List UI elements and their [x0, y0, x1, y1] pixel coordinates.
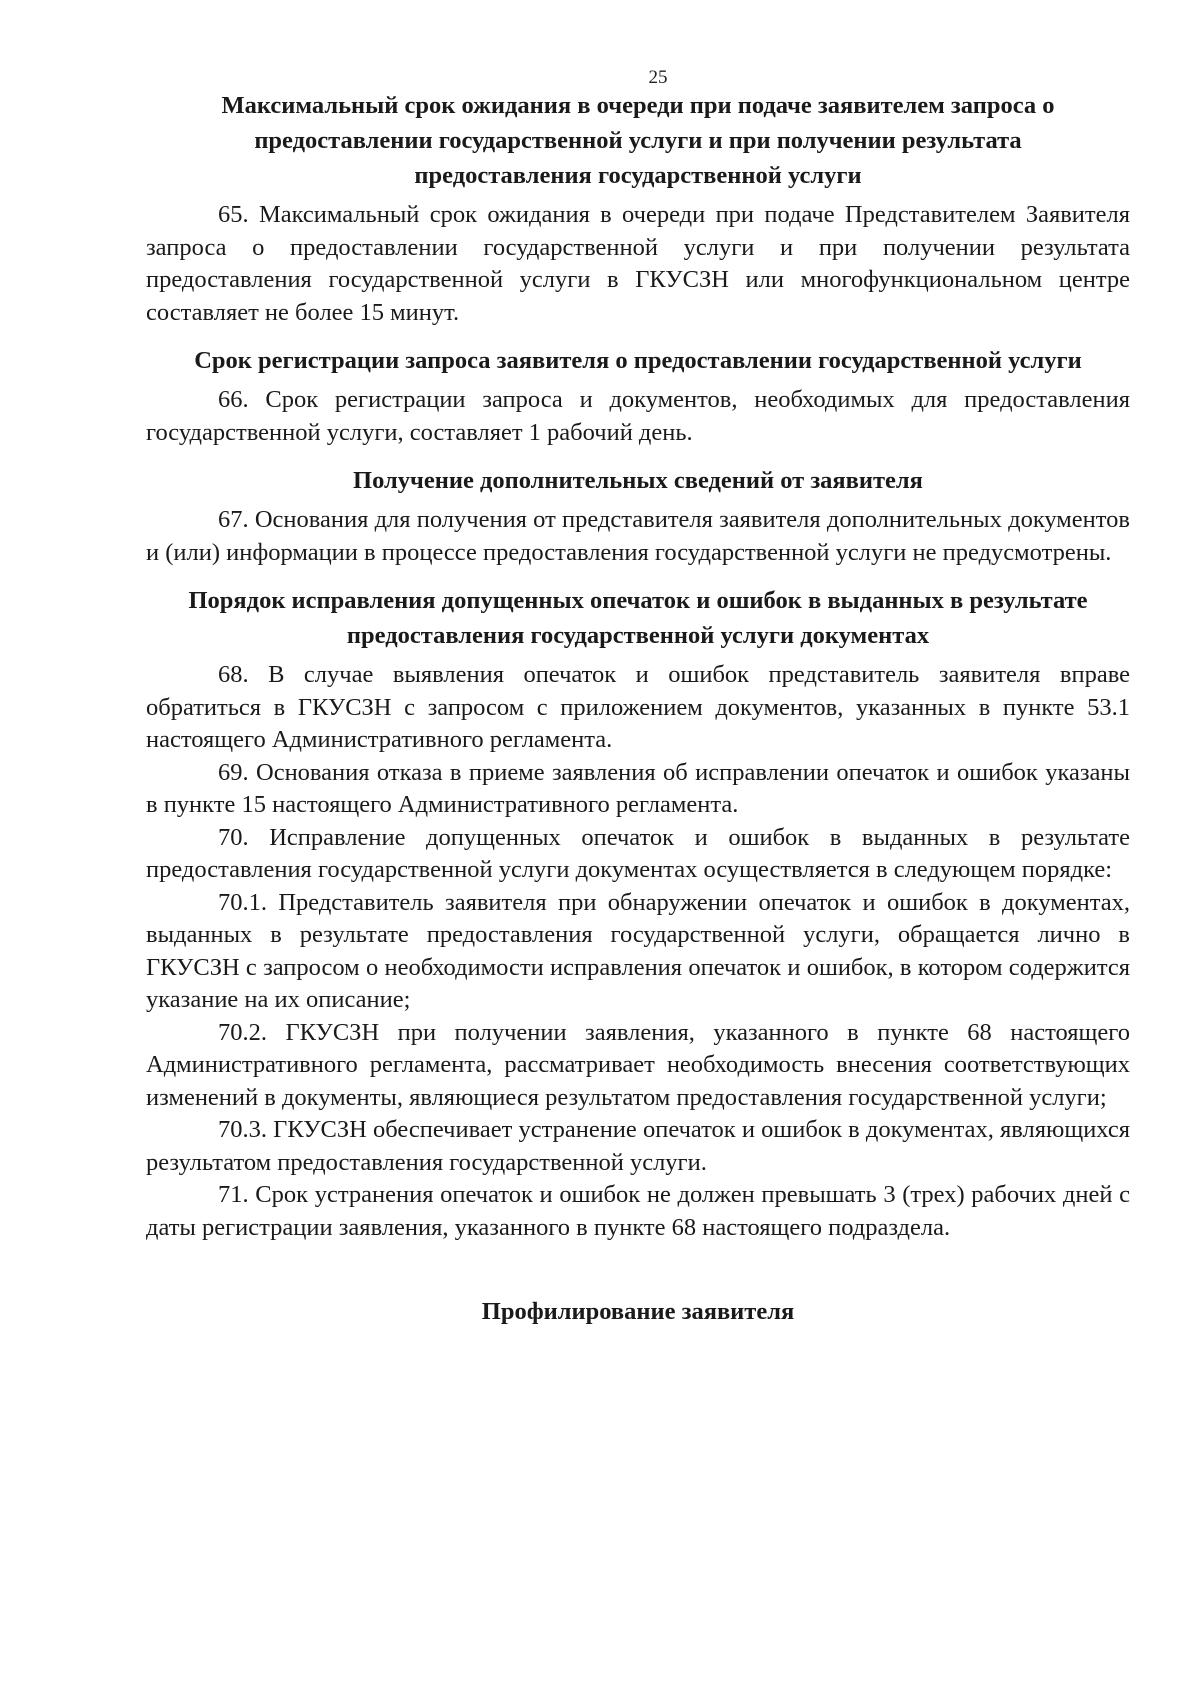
paragraph-71: 71. Срок устранения опечаток и ошибок не должен превышать 3 (трех) рабочих дней с даты регистрации заявления, указанного в пункте 68 настоящего подраздела.	[146, 1181, 1130, 1241]
paragraph-67: 67. Основания для получения от представителя заявителя дополнительных документов и (или) информации в процессе предоставления государственной услуги не предусмотрены.	[146, 506, 1130, 566]
section-heading-corrections: Порядок исправления допущенных опечаток и ошибок в выданных в результате предоставления государственной услуги документах	[188, 587, 1088, 649]
paragraph-70: 70. Исправление допущенных опечаток и ошибок в выданных в результате предоставления государственной услуги документах осуществляется в следующем порядке:	[146, 823, 1130, 883]
section-heading-queue-time: Максимальный срок ожидания в очереди при подаче заявителем запроса о предоставлении государственной услуги и при получении результата предоставления государственной услуги	[221, 92, 1055, 189]
paragraph-65: 65. Максимальный срок ожидания в очереди при подаче Представителем Заявителя запроса о предоставлении государственной услуги и при получении результата предоставления государственной услуги в ГКУСЗН или многофункциональном центре составляет не более 15 минут.	[146, 201, 1130, 326]
section-heading-profiling: Профилирование заявителя	[481, 1298, 795, 1325]
paragraph-70-1: 70.1. Представитель заявителя при обнаружении опечаток и ошибок в документах, выданных в результате предоставления государственной услуги, обращается лично в ГКУСЗН с запросом о необходимости исправления опечаток и ошибок, в котором содержится указание на их описание;	[146, 888, 1130, 1013]
page-number: 25	[648, 67, 668, 88]
paragraph-68: 68. В случае выявления опечаток и ошибок представитель заявителя вправе обратиться в ГКУСЗН с запросом с приложением документов, указанных в пункте 53.1 настоящего Административного регламента.	[146, 661, 1130, 753]
paragraph-70-2: 70.2. ГКУСЗН при получении заявления, указанного в пункте 68 настоящего Административного регламента, рассматривает необходимость внесения соответствующих изменений в документы, являющиеся результатом предоставления государственной услуги;	[146, 1018, 1130, 1111]
paragraph-66: 66. Срок регистрации запроса и документов, необходимых для предоставления государственной услуги, составляет 1 рабочий день.	[146, 386, 1130, 446]
section-heading-additional-info: Получение дополнительных сведений от заявителя	[353, 467, 923, 494]
paragraph-70-3: 70.3. ГКУСЗН обеспечивает устранение опечаток и ошибок в документах, являющихся результатом предоставления государственной услуги.	[146, 1116, 1130, 1176]
section-heading-registration: Срок регистрации запроса заявителя о предоставлении государственной услуги	[194, 347, 1082, 374]
paragraph-69: 69. Основания отказа в приеме заявления об исправлении опечаток и ошибок указаны в пункте 15 настоящего Административного регламента.	[146, 758, 1130, 818]
document-page	[146, 68, 1130, 1335]
